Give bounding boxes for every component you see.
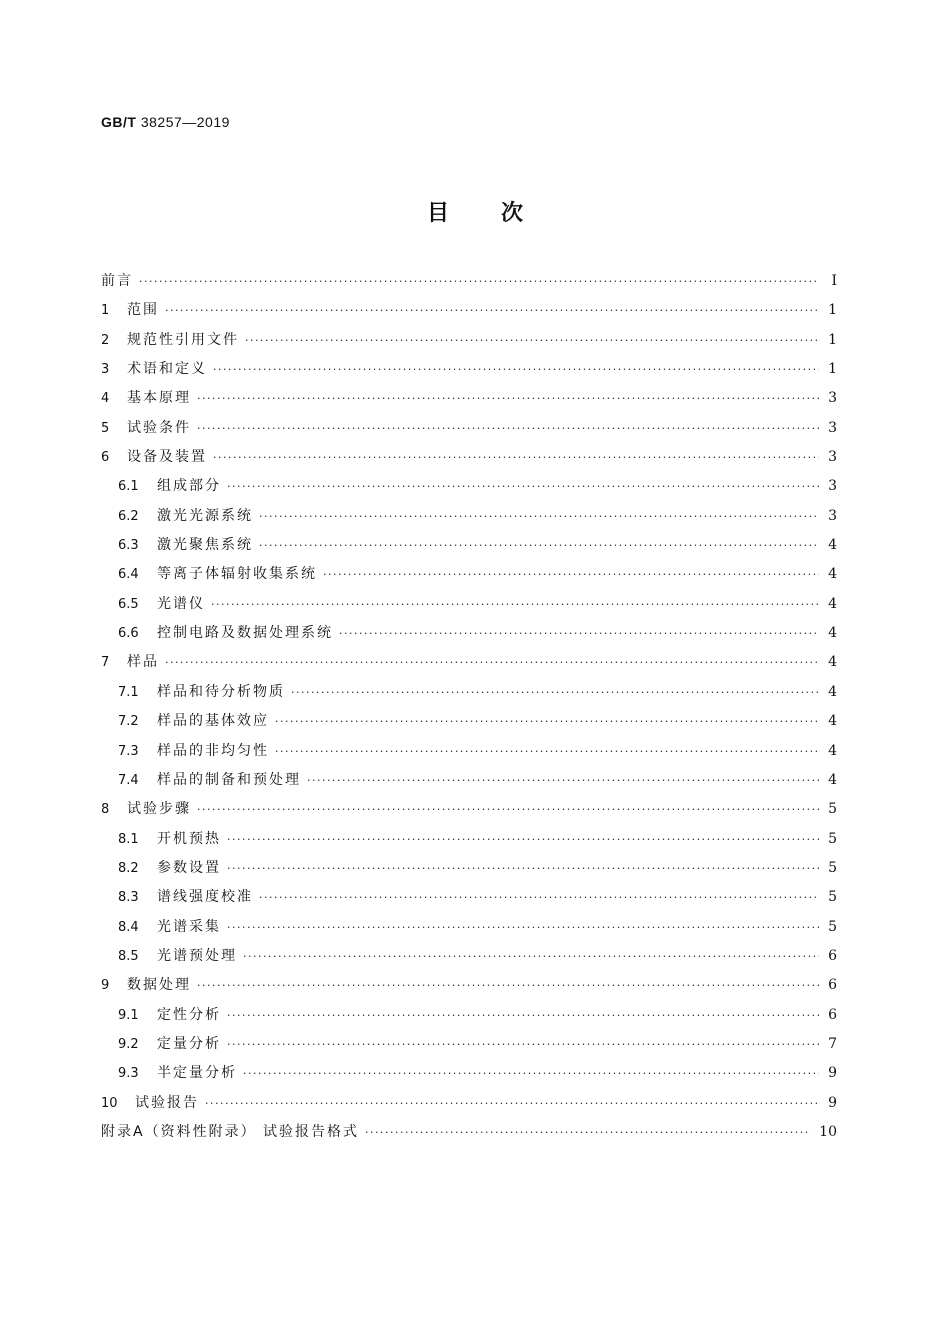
toc-entry-page: 4 — [828, 625, 837, 642]
dot-leader — [243, 950, 819, 963]
toc-entry[interactable] — [101, 945, 837, 974]
toc-entry-number: 6.1 — [118, 479, 139, 495]
toc-entry[interactable] — [101, 1004, 837, 1033]
dot-leader — [165, 656, 819, 669]
toc-entry-title: 范围 — [127, 302, 159, 319]
toc-entry-number: 6.3 — [118, 538, 139, 554]
toc-entry[interactable] — [101, 505, 837, 534]
toc-entry[interactable] — [101, 563, 837, 592]
toc-entry-page: 5 — [828, 859, 837, 876]
dot-leader — [291, 686, 819, 699]
dot-leader — [323, 568, 819, 581]
toc-entry[interactable] — [101, 769, 837, 798]
toc-entry-number: 9 — [101, 978, 110, 994]
dot-leader — [227, 833, 819, 846]
toc-entry[interactable] — [101, 740, 837, 769]
toc-entry-number: 10 — [101, 1095, 118, 1111]
toc-entry-number: 9.3 — [118, 1066, 139, 1082]
toc-entry[interactable] — [101, 681, 837, 710]
toc-entry-number: 8.2 — [118, 860, 139, 876]
toc-entry-page: 1 — [828, 361, 837, 378]
dot-leader — [243, 1067, 819, 1080]
toc-entry-title: 样品和待分析物质 — [157, 683, 285, 700]
toc-entry-page: 6 — [828, 1006, 837, 1023]
toc-entry-page: 4 — [828, 595, 837, 612]
dot-leader — [259, 510, 819, 523]
toc-entry[interactable] — [101, 358, 837, 387]
table-of-contents — [101, 270, 837, 1150]
dot-leader — [259, 891, 819, 904]
toc-entry-number: 8.1 — [118, 831, 139, 847]
toc-entry-number: 9.1 — [118, 1007, 139, 1023]
dot-leader — [339, 627, 819, 640]
toc-entry-title: 数据处理 — [127, 977, 191, 994]
toc-entry-page: 4 — [828, 654, 837, 671]
toc-entry-title: 激光聚焦系统 — [157, 537, 253, 554]
toc-entry-title: 样品的非均匀性 — [157, 742, 269, 759]
toc-entry-title: 组成部分 — [157, 478, 221, 495]
toc-entry-number: 4 — [101, 391, 110, 407]
toc-entry-number: 7.2 — [118, 714, 139, 730]
toc-entry-number: 8 — [101, 802, 110, 818]
toc-entry-page: 4 — [828, 537, 837, 554]
toc-entry[interactable] — [101, 886, 837, 915]
toc-entry-page: 3 — [828, 390, 837, 407]
toc-entry-title: 样品的基体效应 — [157, 713, 269, 730]
toc-entry-number: 8.5 — [118, 948, 139, 964]
toc-entry-page: 3 — [828, 419, 837, 436]
dot-leader — [227, 1038, 819, 1051]
dot-leader — [227, 480, 819, 493]
toc-entry-page: 4 — [828, 742, 837, 759]
toc-entry-title: 试验报告 — [135, 1094, 199, 1111]
toc-entry-number: 1 — [101, 303, 110, 319]
page-title: 目次 — [426, 201, 575, 226]
toc-entry-page: 3 — [828, 478, 837, 495]
standard-number: 38257—2019 — [140, 114, 230, 130]
dot-leader — [205, 1097, 819, 1110]
toc-entry-page: 10 — [819, 1123, 837, 1140]
toc-entry-title: 试验条件 — [127, 419, 191, 436]
toc-entry-page: 1 — [828, 302, 837, 319]
toc-entry[interactable] — [101, 446, 837, 475]
toc-entry-page: 9 — [828, 1065, 837, 1082]
dot-leader — [197, 979, 819, 992]
toc-entry[interactable] — [101, 1121, 837, 1150]
toc-entry-title: 附录A（资料性附录） 试验报告格式 — [101, 1123, 360, 1140]
toc-entry[interactable] — [101, 651, 837, 680]
toc-entry-number: 7.3 — [118, 743, 139, 759]
toc-entry[interactable] — [101, 270, 837, 299]
toc-entry-title: 光谱采集 — [157, 918, 221, 935]
toc-entry-title: 谱线强度校准 — [157, 889, 253, 906]
dot-leader — [139, 275, 819, 288]
toc-entry-title: 术语和定义 — [127, 361, 207, 378]
toc-entry-page: Ⅰ — [831, 273, 837, 289]
toc-entry[interactable] — [101, 417, 837, 446]
toc-entry-number: 7.1 — [118, 684, 139, 700]
toc-entry-number: 6.6 — [118, 626, 139, 642]
toc-entry[interactable] — [101, 857, 837, 886]
dot-leader — [227, 1009, 819, 1022]
standard-prefix: GB/T — [101, 114, 137, 130]
toc-entry-page: 6 — [828, 977, 837, 994]
dot-leader — [197, 392, 819, 405]
dot-leader — [211, 598, 819, 611]
toc-entry[interactable] — [101, 475, 837, 504]
toc-entry-page: 3 — [828, 449, 837, 466]
toc-entry[interactable] — [101, 1033, 837, 1062]
toc-entry-title: 试验步骤 — [127, 801, 191, 818]
dot-leader — [213, 451, 819, 464]
dot-leader — [197, 422, 819, 435]
toc-entry-number: 6 — [101, 450, 110, 466]
toc-entry-page: 7 — [828, 1035, 837, 1052]
toc-entry-number: 9.2 — [118, 1036, 139, 1052]
toc-entry[interactable] — [101, 622, 837, 651]
toc-entry-number: 6.2 — [118, 508, 139, 524]
toc-entry-title: 样品 — [127, 654, 159, 671]
toc-entry[interactable] — [101, 593, 837, 622]
toc-entry-number: 6.5 — [118, 596, 139, 612]
dot-leader — [197, 803, 819, 816]
toc-entry[interactable] — [101, 534, 837, 563]
toc-entry-number: 2 — [101, 332, 110, 348]
dot-leader — [165, 304, 819, 317]
toc-entry-title: 前言 — [101, 273, 133, 289]
toc-entry-number: 5 — [101, 420, 110, 436]
toc-entry-title: 半定量分析 — [157, 1065, 237, 1082]
toc-entry-title: 光谱预处理 — [157, 947, 237, 964]
toc-entry-number: 8.4 — [118, 919, 139, 935]
toc-entry-page: 4 — [828, 713, 837, 730]
toc-entry-title: 等离子体辐射收集系统 — [157, 566, 317, 583]
toc-entry-page: 5 — [828, 801, 837, 818]
toc-entry-title: 参数设置 — [157, 859, 221, 876]
toc-entry-title: 激光光源系统 — [157, 507, 253, 524]
toc-entry[interactable] — [101, 828, 837, 857]
toc-entry-title: 定量分析 — [157, 1035, 221, 1052]
dot-leader — [213, 363, 819, 376]
toc-entry[interactable] — [101, 1092, 837, 1121]
dot-leader — [227, 921, 819, 934]
toc-entry[interactable] — [101, 1062, 837, 1091]
toc-entry-page: 5 — [828, 918, 837, 935]
toc-entry[interactable] — [101, 329, 837, 358]
toc-entry-page: 6 — [828, 947, 837, 964]
toc-entry-number: 7.4 — [118, 772, 139, 788]
dot-leader — [275, 745, 819, 758]
toc-entry-page: 5 — [828, 889, 837, 906]
toc-entry-page: 4 — [828, 566, 837, 583]
toc-entry[interactable] — [101, 798, 837, 827]
toc-entry-page: 9 — [828, 1094, 837, 1111]
standard-code — [101, 114, 230, 130]
toc-entry-page: 4 — [828, 683, 837, 700]
toc-entry-title: 规范性引用文件 — [127, 331, 239, 348]
dot-leader — [259, 539, 819, 552]
toc-entry[interactable] — [101, 387, 837, 416]
toc-entry-number: 6.4 — [118, 567, 139, 583]
toc-entry-title: 基本原理 — [127, 390, 191, 407]
toc-entry-number: 7 — [101, 655, 110, 671]
dot-leader — [275, 715, 819, 728]
toc-entry-page: 1 — [828, 331, 837, 348]
toc-entry[interactable] — [101, 710, 837, 739]
toc-entry-number: 8.3 — [118, 890, 139, 906]
toc-entry[interactable] — [101, 299, 837, 328]
toc-entry-title: 样品的制备和预处理 — [157, 771, 301, 788]
dot-leader — [227, 862, 819, 875]
dot-leader — [307, 774, 819, 787]
toc-entry-title: 设备及装置 — [127, 449, 207, 466]
toc-entry-page: 5 — [828, 830, 837, 847]
dot-leader — [245, 334, 819, 347]
toc-entry-number: 3 — [101, 362, 110, 378]
toc-entry-title: 开机预热 — [157, 830, 221, 847]
toc-entry-page: 3 — [828, 507, 837, 524]
toc-entry-title: 定性分析 — [157, 1006, 221, 1023]
toc-entry[interactable] — [101, 916, 837, 945]
toc-entry-title: 控制电路及数据处理系统 — [157, 625, 333, 642]
toc-entry-page: 4 — [828, 771, 837, 788]
toc-entry-title: 光谱仪 — [157, 595, 205, 612]
dot-leader — [365, 1126, 811, 1139]
toc-entry[interactable] — [101, 974, 837, 1003]
